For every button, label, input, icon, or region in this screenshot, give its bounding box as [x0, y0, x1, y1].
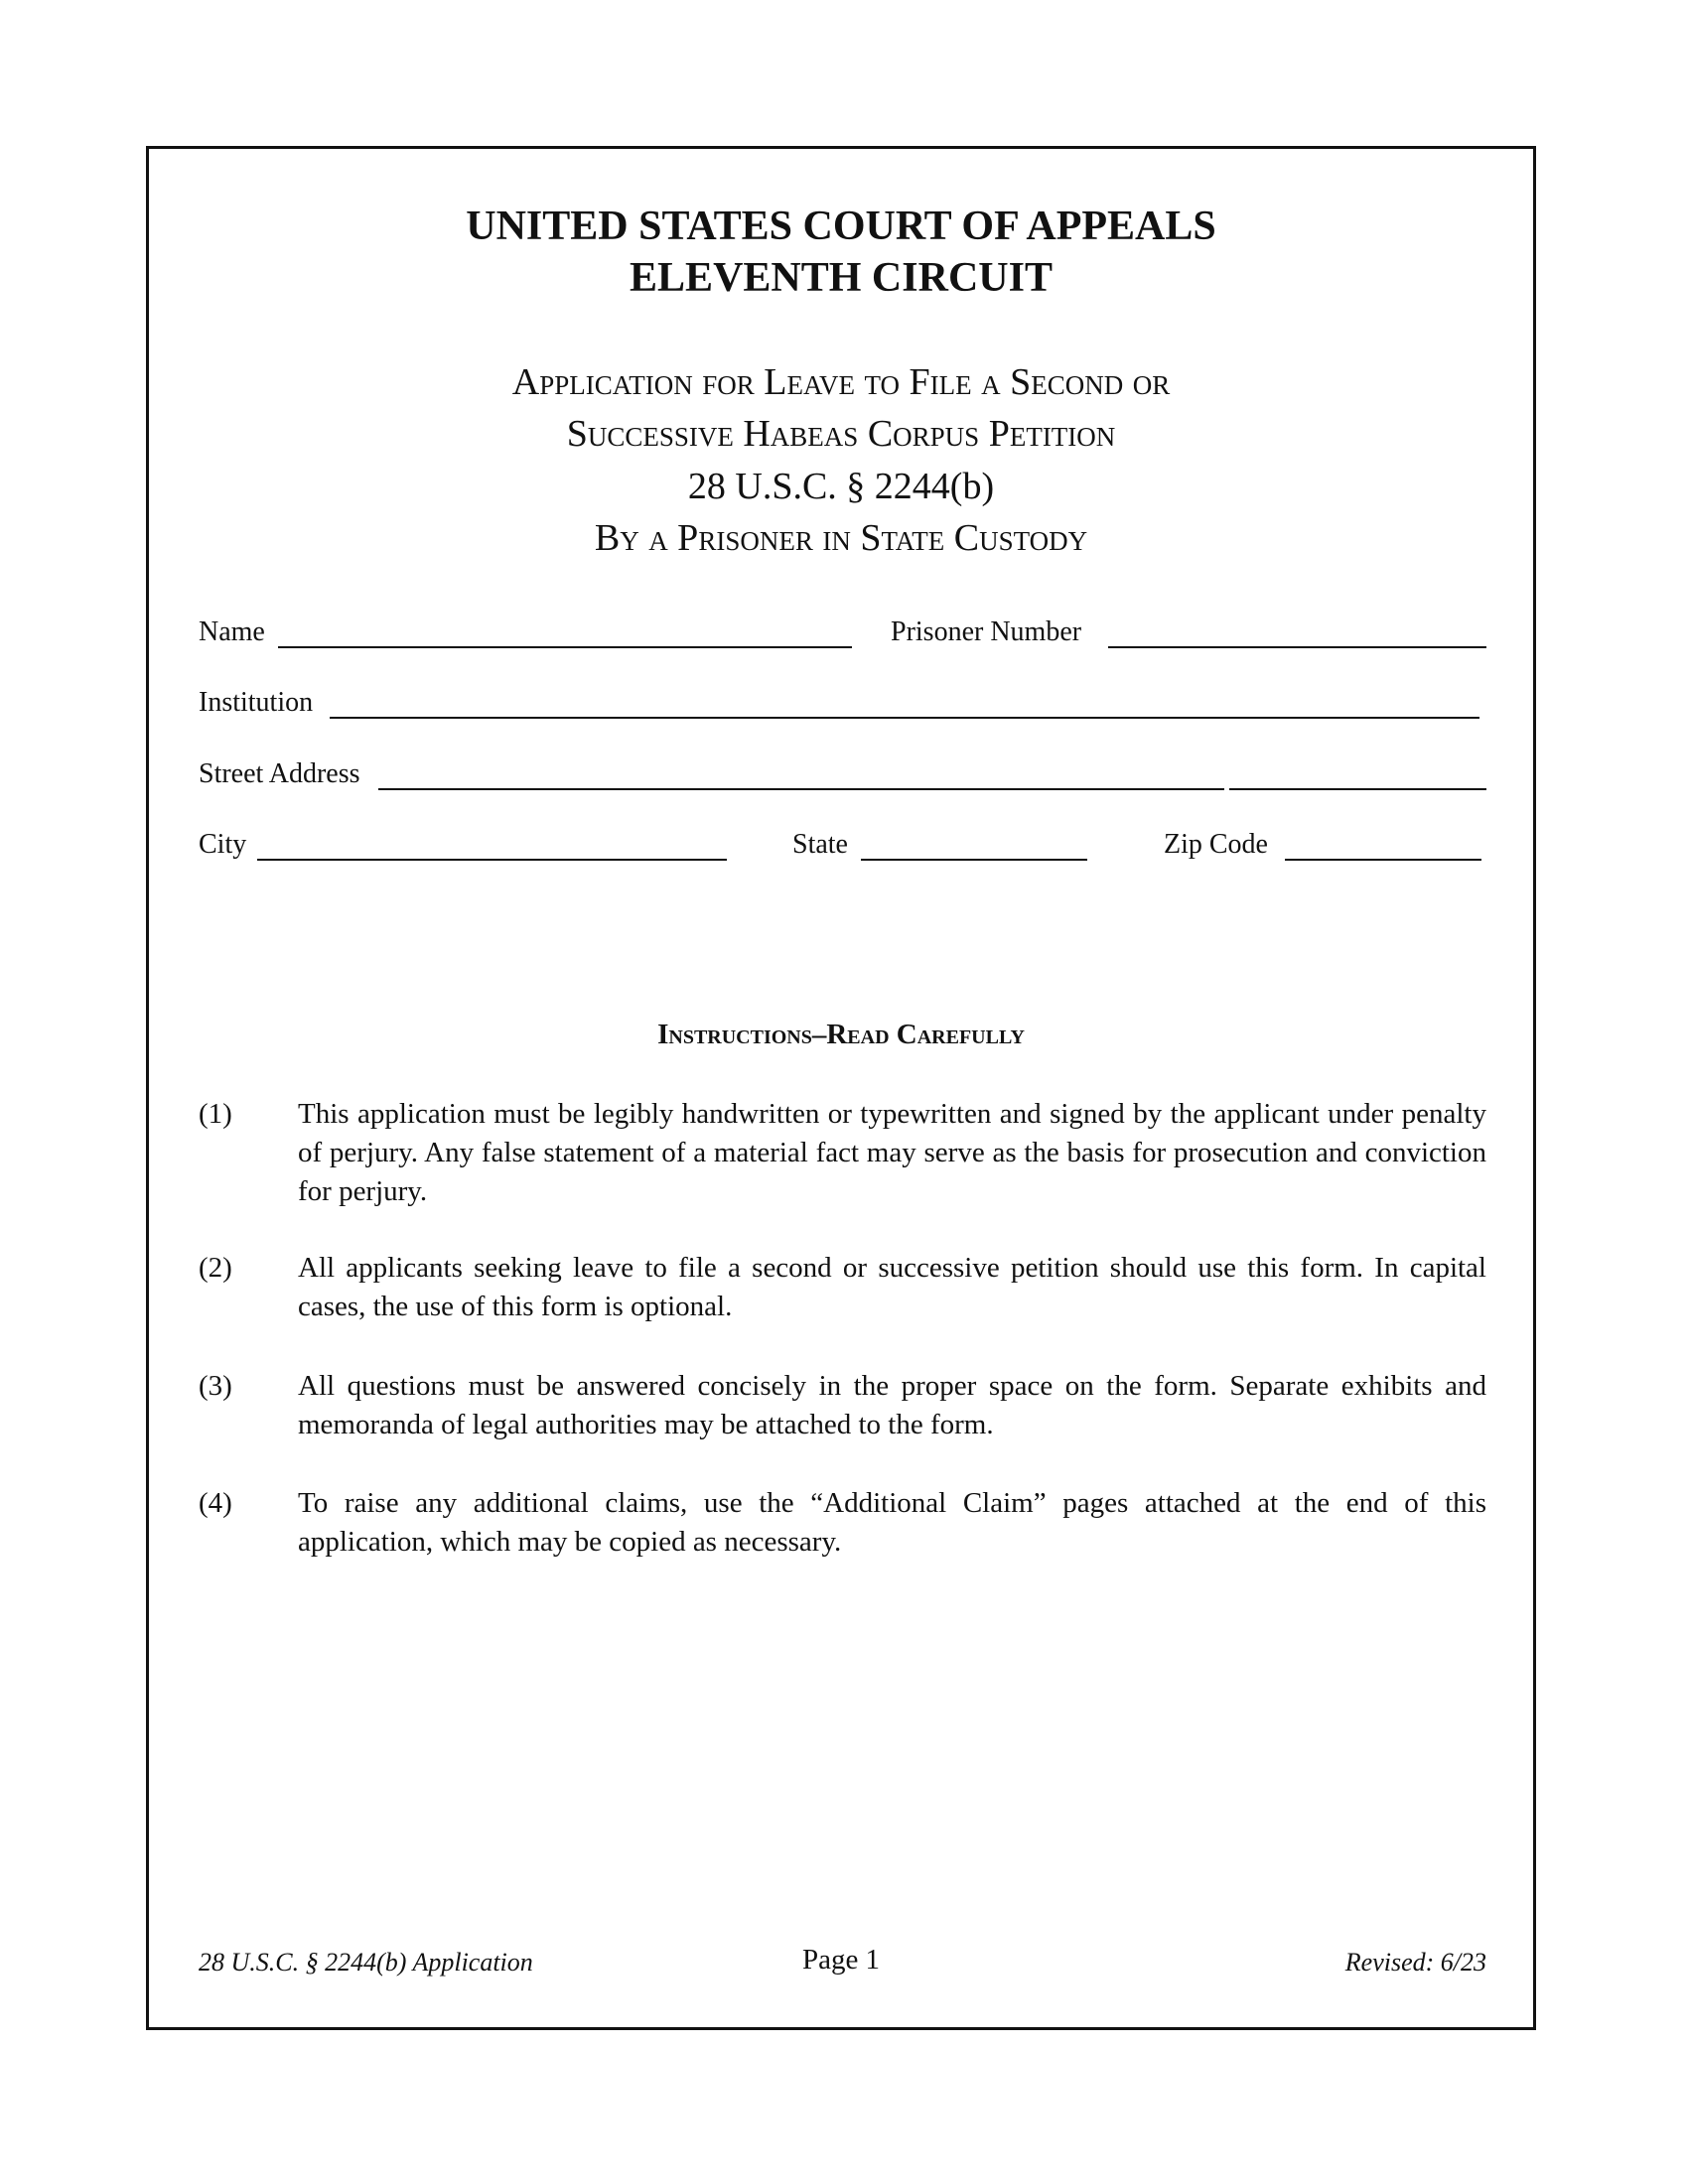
state-label: State — [792, 829, 848, 860]
name-label: Name — [199, 616, 265, 647]
instruction-text: All applicants seeking leave to file a second or successive petition should use this form. In capital cases, the use of this form is optional. — [298, 1252, 1486, 1322]
zip-code-label: Zip Code — [1164, 829, 1268, 860]
state-field[interactable] — [861, 859, 1087, 861]
subtitle-line-1: Application for Leave to File a Second or — [511, 361, 1171, 403]
instruction-text: This application must be legibly handwritten or typewritten and signed by the applicant under penalty of perjury. Any false statement of a material fact may serve as the basis for prosecution and conviction for perjury. — [298, 1098, 1486, 1207]
street-address-field[interactable] — [378, 788, 1224, 790]
street-address-label: Street Address — [199, 758, 360, 789]
prisoner-number-field[interactable] — [1108, 646, 1486, 648]
subtitle-line-4: By a Prisoner in State Custody — [594, 517, 1088, 559]
instructions-heading: Instructions–Read Carefully — [657, 1019, 1025, 1050]
instruction-number: (3) — [199, 1370, 232, 1402]
instruction-number: (4) — [199, 1487, 232, 1519]
circuit-title: ELEVENTH CIRCUIT — [630, 255, 1053, 301]
subtitle-line-2: Successive Habeas Corpus Petition — [566, 413, 1116, 455]
instruction-text: To raise any additional claims, use the “Additional Claim” pages attached at the end of this application, which may be copied as necessary. — [298, 1487, 1486, 1558]
institution-label: Institution — [199, 687, 314, 718]
page-number: Page 1 — [801, 1944, 881, 1976]
city-label: City — [199, 829, 247, 860]
footer-form-title: 28 U.S.C. § 2244(b) Application — [199, 1948, 533, 1977]
revision-date: Revised: 6/23 — [1344, 1948, 1486, 1977]
instruction-text: All questions must be answered concisely in the proper space on the form. Separate exhibits and memoranda of legal authorities may be attached to the form. — [298, 1370, 1486, 1440]
court-title: UNITED STATES COURT OF APPEALS — [466, 204, 1216, 249]
name-field[interactable] — [278, 646, 852, 648]
subtitle-statute: 28 U.S.C. § 2244(b) — [687, 466, 995, 507]
institution-field[interactable] — [330, 717, 1479, 719]
zip-code-field[interactable] — [1285, 859, 1481, 861]
instruction-number: (2) — [199, 1252, 232, 1284]
street-address-field-continued[interactable] — [1229, 788, 1486, 790]
instruction-number: (1) — [199, 1098, 232, 1130]
prisoner-number-label: Prisoner Number — [891, 616, 1082, 647]
city-field[interactable] — [257, 859, 727, 861]
